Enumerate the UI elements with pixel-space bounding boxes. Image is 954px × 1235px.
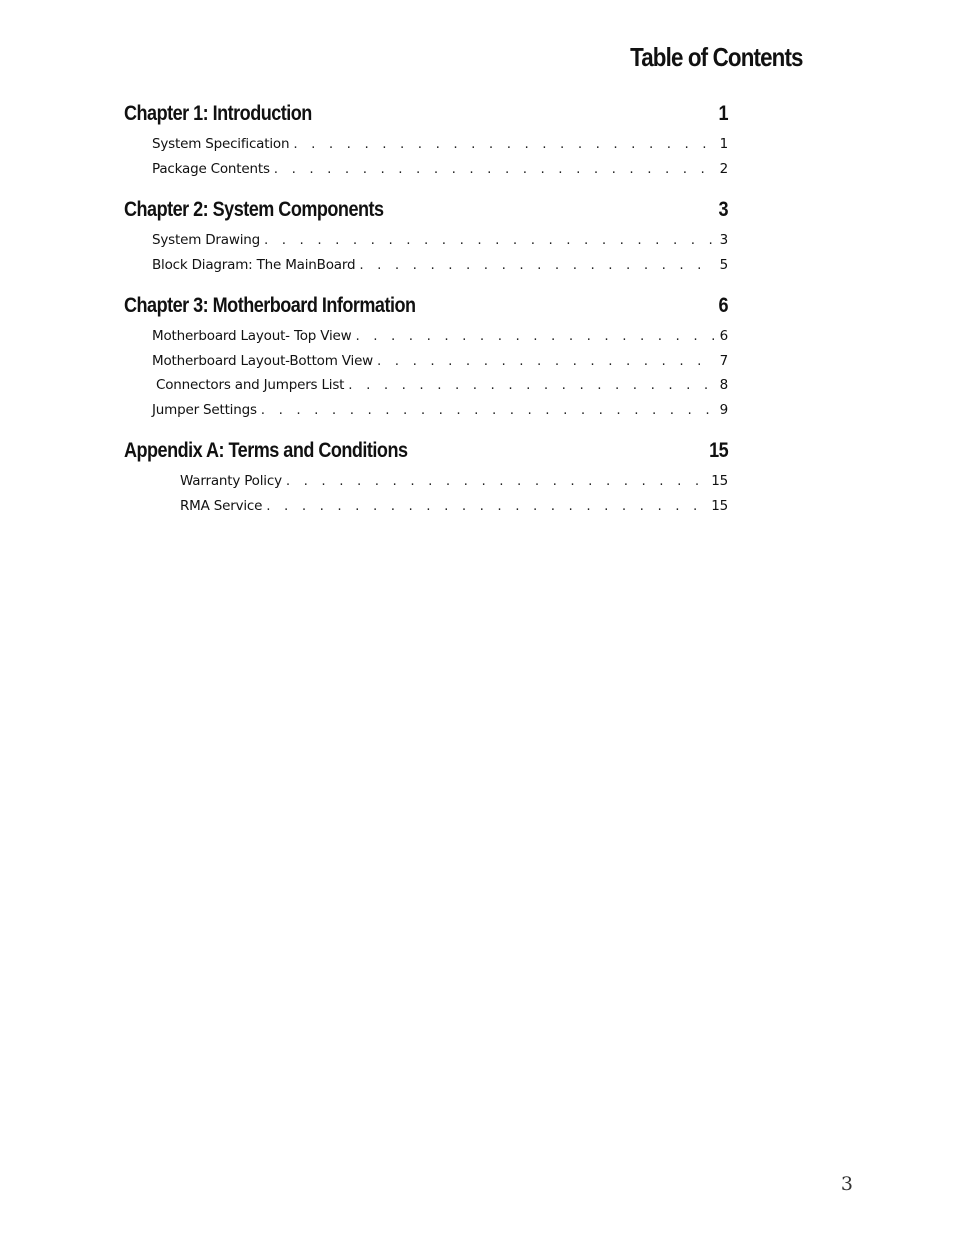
entry-title: Motherboard Layout-Bottom View [152, 352, 374, 369]
dot-leader [266, 498, 707, 514]
entry-page-number: 8 [719, 377, 728, 393]
toc-chapter-3 [124, 294, 728, 426]
entry-title: System Drawing [152, 232, 260, 248]
toc-entry[interactable] [124, 498, 728, 523]
entry-title: Connectors and Jumpers List [156, 377, 345, 393]
entry-title: System Specification [152, 136, 290, 152]
toc-entry[interactable] [124, 161, 728, 186]
page-number: 3 [840, 1173, 853, 1195]
chapter-page-number: 15 [708, 439, 728, 462]
entry-title: Jumper Settings [152, 401, 257, 418]
toc-entry[interactable] [124, 353, 728, 378]
chapter-title: Chapter 2: System Components [124, 198, 384, 221]
toc-entry[interactable] [124, 136, 728, 161]
entry-page-number: 3 [719, 232, 728, 248]
entry-page-number: 1 [719, 136, 728, 152]
chapter-heading[interactable] [124, 102, 728, 130]
toc-entry[interactable] [124, 377, 728, 402]
toc-entry[interactable] [124, 257, 728, 282]
dot-leader [359, 257, 715, 273]
dot-leader [377, 353, 716, 369]
dot-leader [274, 161, 716, 177]
toc-entry[interactable] [124, 473, 728, 498]
chapter-title: Appendix A: Terms and Conditions [124, 439, 408, 462]
dot-leader [348, 377, 715, 393]
entry-title: RMA Service [180, 497, 263, 514]
entry-page-number: 2 [719, 160, 728, 177]
entry-page-number: 9 [719, 401, 728, 418]
chapter-title: Chapter 1: Introduction [124, 102, 312, 125]
dot-leader [261, 402, 716, 418]
dot-leader [264, 232, 716, 248]
toc-entry[interactable] [124, 328, 728, 353]
entry-page-number: 15 [711, 497, 728, 514]
chapter-title: Chapter 3: Motherboard Information [124, 294, 416, 317]
table-of-contents [124, 102, 728, 535]
entry-title: Package Contents [152, 160, 270, 177]
dot-leader [355, 328, 715, 344]
entry-page-number: 6 [719, 328, 728, 344]
toc-chapter-1 [124, 102, 728, 185]
entry-title: Motherboard Layout- Top View [152, 328, 352, 344]
toc-entry[interactable] [124, 402, 728, 427]
entry-title: Block Diagram: The MainBoard [152, 256, 356, 273]
toc-entry[interactable] [124, 232, 728, 257]
dot-leader [286, 473, 707, 489]
entry-title: Warranty Policy [180, 473, 282, 489]
entry-page-number: 15 [711, 473, 728, 489]
chapter-page-number: 3 [718, 198, 728, 221]
dot-leader [293, 136, 715, 152]
toc-appendix-a [124, 439, 728, 522]
chapter-page-number: 1 [718, 102, 728, 125]
chapter-heading[interactable] [124, 294, 728, 322]
toc-chapter-2 [124, 198, 728, 281]
chapter-heading[interactable] [124, 198, 728, 226]
entry-page-number: 7 [719, 352, 728, 369]
page-title: Table of Contents [630, 42, 803, 72]
entry-page-number: 5 [719, 256, 728, 273]
chapter-heading[interactable] [124, 439, 728, 467]
chapter-page-number: 6 [718, 294, 728, 317]
